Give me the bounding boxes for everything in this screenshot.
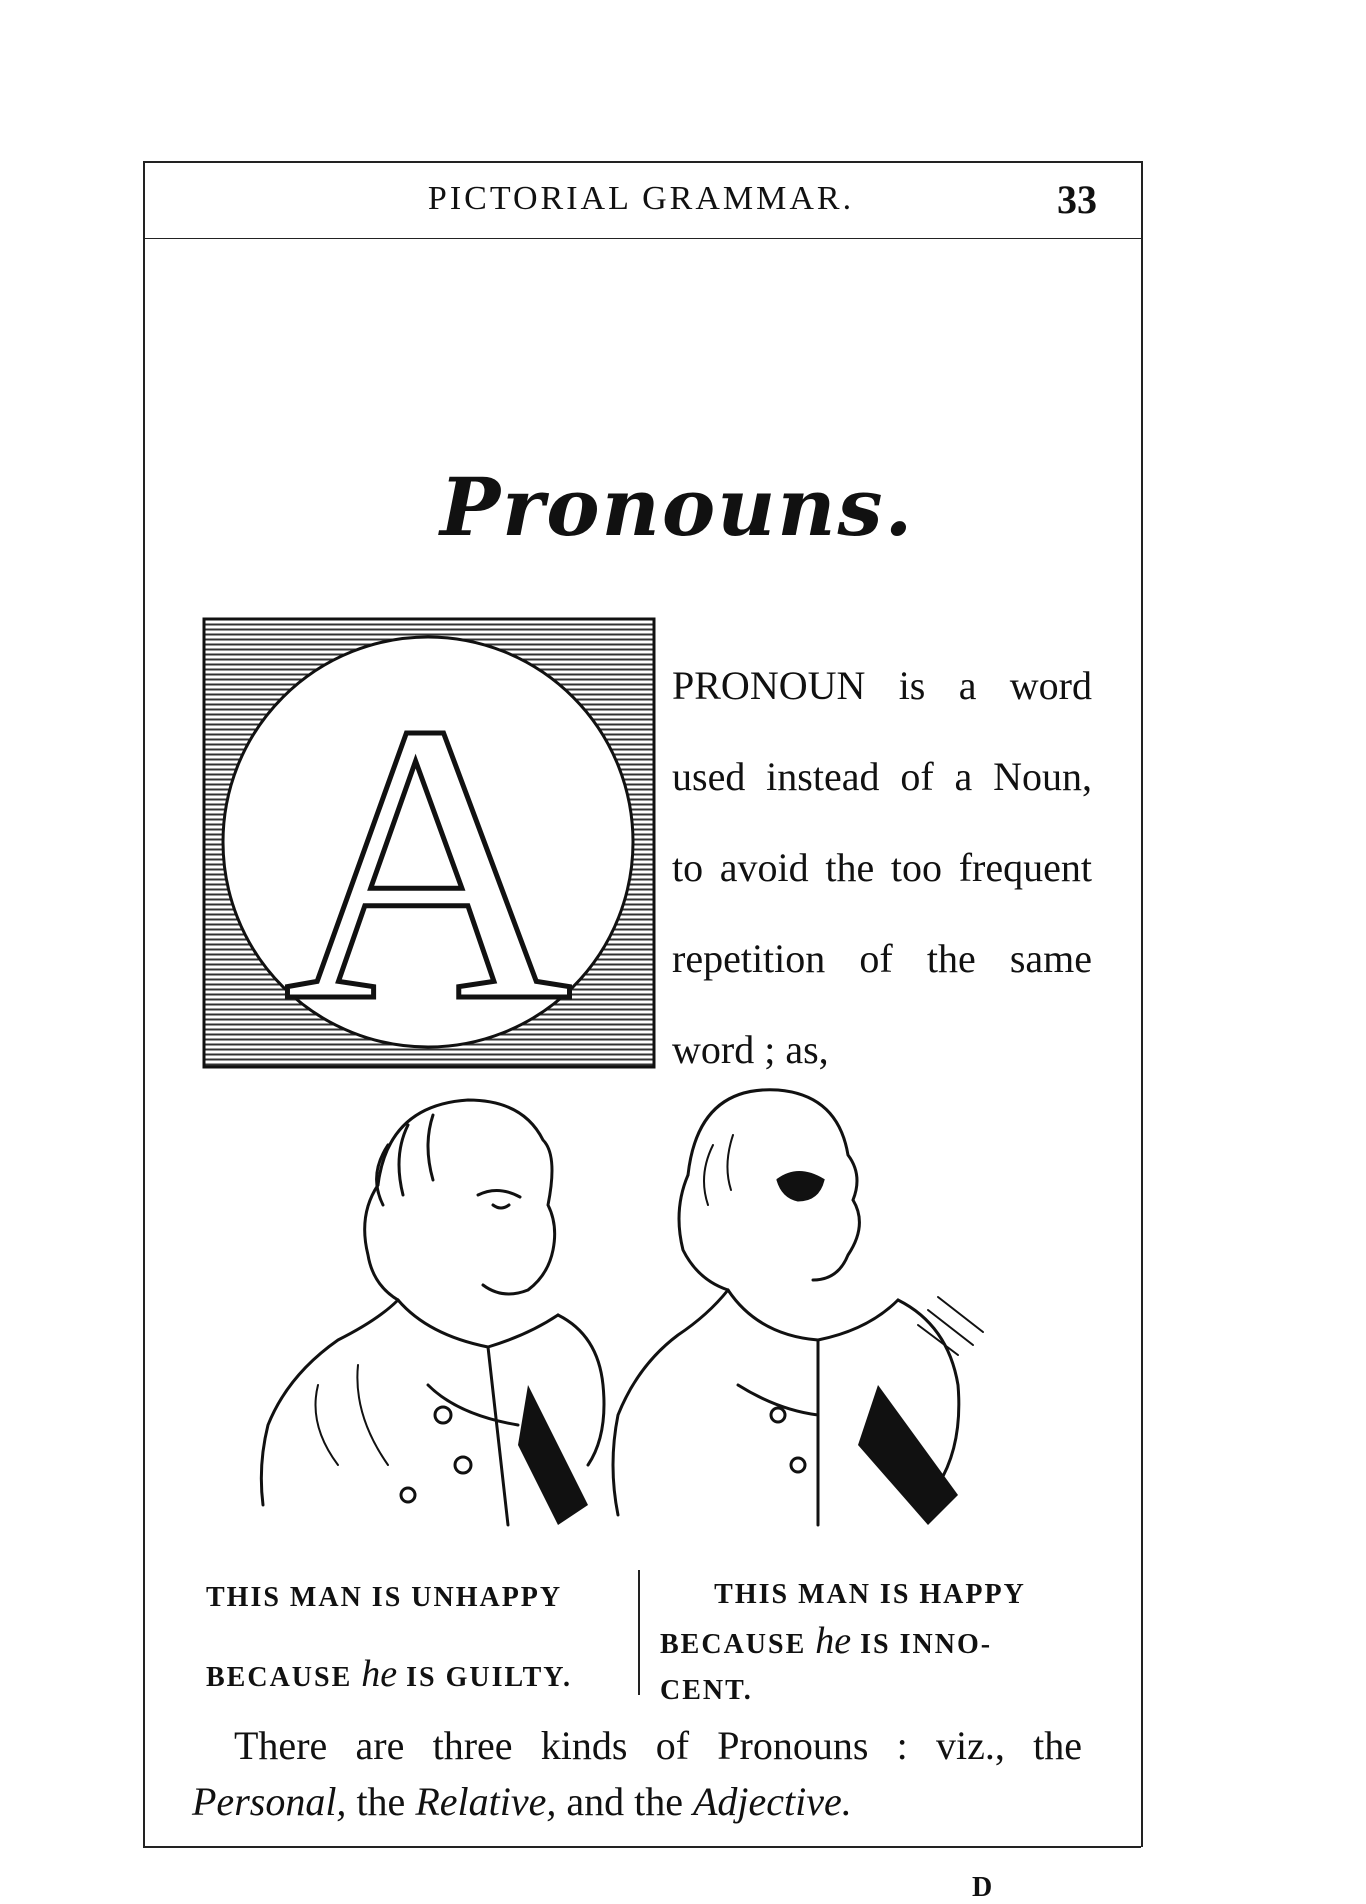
page-header [143,166,1139,232]
caption-text: BECAUSE [660,1629,816,1660]
header-rule [143,238,1141,239]
initial-letter: A [283,641,573,1071]
caption-line: CENT. [660,1675,753,1706]
caption-pronoun: he [361,1653,398,1695]
unhappy-man-figure [261,1100,604,1525]
page-number: 33 [1057,177,1097,222]
caption-text: BECAUSE [206,1662,362,1693]
intro-line: PRONOUN is a word [672,663,1092,708]
initial-letter-block [202,617,658,1071]
caption-line [206,1651,626,1701]
term-personal: Personal, [192,1779,347,1824]
caption-line: THIS MAN IS UNHAPPY [206,1582,563,1613]
caption-divider [638,1570,640,1695]
top-rule [143,161,1141,163]
section-heading: Pronouns. [440,460,915,554]
body-text: the [346,1779,416,1824]
happy-man-figure [613,1090,983,1525]
signature-mark: D [972,1872,993,1903]
caption-pronoun: he [815,1620,852,1662]
body-paragraph [192,1718,1082,1830]
caption-line: THIS MAN IS HAPPY [714,1579,1026,1610]
caption-text: IS GUILTY. [397,1662,572,1693]
caption-unhappy [206,1575,626,1701]
caption-happy [660,1572,1080,1714]
term-adjective: Adjective. [692,1779,852,1824]
caption-text: IS INNO- [851,1629,993,1660]
intro-line: word ; as, [672,1027,829,1072]
two-men-illustration [258,1085,1048,1530]
body-line: There are three kinds of Pronouns : viz., the [234,1723,1082,1768]
term-relative: Relative, [415,1779,557,1824]
body-text: and the [556,1779,693,1824]
running-title: PICTORIAL GRAMMAR. [427,180,855,217]
body-line [192,1774,1082,1830]
caption-line [660,1618,1080,1668]
bottom-rule [143,1846,1141,1848]
intro-line: used instead of a Noun, [672,754,1092,799]
intro-line: repetition of the same [672,936,1092,981]
intro-line: to avoid the too frequent [672,845,1092,890]
intro-paragraph [672,640,1092,1095]
